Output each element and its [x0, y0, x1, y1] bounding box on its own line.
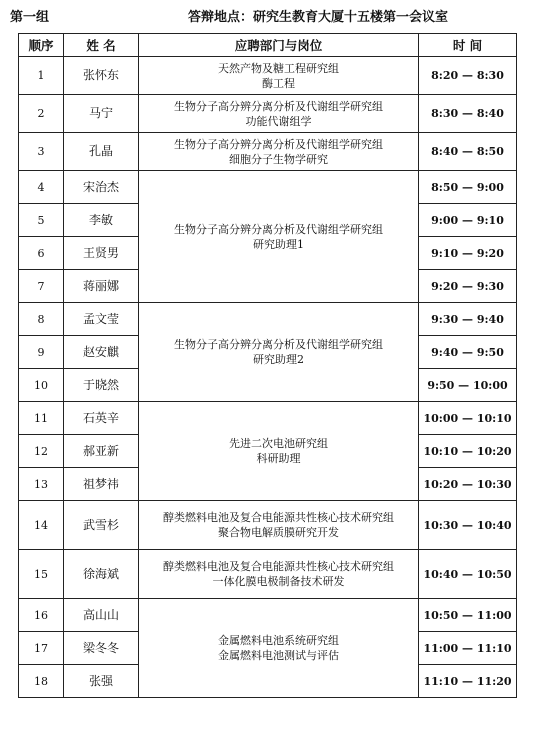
time-cell: 8:50 — 9:00 — [419, 171, 517, 204]
seq-cell: 2 — [19, 95, 64, 133]
time-cell: 8:20 — 8:30 — [419, 57, 517, 95]
name-cell: 祖梦祎 — [64, 468, 139, 501]
time-cell: 10:00 — 10:10 — [419, 402, 517, 435]
time-cell: 9:10 — 9:20 — [419, 237, 517, 270]
name-cell: 徐海斌 — [64, 550, 139, 599]
time-cell: 9:50 — 10:00 — [419, 369, 517, 402]
name-cell: 孟文莹 — [64, 303, 139, 336]
seq-cell: 9 — [19, 336, 64, 369]
time-cell: 11:00 — 11:10 — [419, 632, 517, 665]
seq-cell: 1 — [19, 57, 64, 95]
dept-position: 金属燃料电池测试与评估 — [218, 649, 339, 662]
seq-cell: 3 — [19, 133, 64, 171]
dept-position: 一体化膜电极制备技术研发 — [212, 575, 345, 588]
dept-group: 醇类燃料电池及复合电能源共性核心技术研究组 — [163, 560, 394, 573]
table-row — [19, 501, 517, 550]
col-header-name: 姓 名 — [64, 34, 139, 57]
seq-cell: 13 — [19, 468, 64, 501]
seq-cell: 6 — [19, 237, 64, 270]
dept-position: 研究助理2 — [253, 353, 304, 366]
seq-cell: 10 — [19, 369, 64, 402]
name-cell: 梁冬冬 — [64, 632, 139, 665]
time-cell: 9:00 — 9:10 — [419, 204, 517, 237]
seq-cell: 7 — [19, 270, 64, 303]
table-row — [19, 550, 517, 599]
dept-cell — [139, 599, 419, 698]
table-row — [19, 303, 517, 336]
table-row — [19, 599, 517, 632]
name-cell: 石英辛 — [64, 402, 139, 435]
name-cell: 孔晶 — [64, 133, 139, 171]
seq-cell: 17 — [19, 632, 64, 665]
dept-cell — [139, 133, 419, 171]
name-cell: 张怀东 — [64, 57, 139, 95]
time-cell: 8:30 — 8:40 — [419, 95, 517, 133]
dept-group: 生物分子高分辨分离分析及代谢组学研究组 — [174, 338, 383, 351]
time-cell: 10:10 — 10:20 — [419, 435, 517, 468]
dept-group: 生物分子高分辨分离分析及代谢组学研究组 — [174, 137, 383, 151]
dept-position: 聚合物电解质膜研究开发 — [218, 526, 339, 539]
col-header-dept: 应聘部门与岗位 — [139, 34, 419, 57]
time-cell: 8:40 — 8:50 — [419, 133, 517, 171]
col-header-seq: 顺序 — [19, 34, 64, 57]
name-cell: 张强 — [64, 665, 139, 698]
col-header-time: 时 间 — [419, 34, 517, 57]
time-cell: 9:20 — 9:30 — [419, 270, 517, 303]
seq-cell: 12 — [19, 435, 64, 468]
dept-cell — [139, 303, 419, 402]
dept-position: 细胞分子生物学研究 — [229, 152, 328, 166]
dept-cell — [139, 402, 419, 501]
time-cell: 9:30 — 9:40 — [419, 303, 517, 336]
time-cell: 10:20 — 10:30 — [419, 468, 517, 501]
name-cell: 于晓然 — [64, 369, 139, 402]
dept-group: 先进二次电池研究组 — [229, 437, 328, 450]
dept-position: 功能代谢组学 — [245, 114, 312, 128]
table-row — [19, 402, 517, 435]
dept-cell — [139, 501, 419, 550]
name-cell: 王贤男 — [64, 237, 139, 270]
dept-group: 生物分子高分辨分离分析及代谢组学研究组 — [174, 222, 383, 236]
dept-group: 醇类燃料电池及复合电能源共性核心技术研究组 — [163, 511, 394, 524]
time-cell: 11:10 — 11:20 — [419, 665, 517, 698]
time-cell: 9:40 — 9:50 — [419, 336, 517, 369]
name-cell: 李敏 — [64, 204, 139, 237]
seq-cell: 14 — [19, 501, 64, 550]
time-cell: 10:30 — 10:40 — [419, 501, 517, 550]
dept-group: 金属燃料电池系统研究组 — [218, 634, 339, 647]
table-row — [19, 95, 517, 133]
seq-cell: 8 — [19, 303, 64, 336]
header-row — [19, 34, 517, 57]
dept-group: 生物分子高分辨分离分析及代谢组学研究组 — [174, 99, 383, 113]
name-cell: 高山山 — [64, 599, 139, 632]
dept-position: 科研助理 — [256, 452, 301, 465]
seq-cell: 15 — [19, 550, 64, 599]
table-row — [19, 133, 517, 171]
name-cell: 宋治杰 — [64, 171, 139, 204]
dept-position: 酶工程 — [262, 76, 295, 90]
name-cell: 赵安麒 — [64, 336, 139, 369]
dept-group: 天然产物及糖工程研究组 — [218, 61, 339, 75]
location-title: 答辩地点：研究生教育大厦十五楼第一会议室 — [188, 10, 449, 25]
table-row — [19, 57, 517, 95]
seq-cell: 4 — [19, 171, 64, 204]
time-cell: 10:50 — 11:00 — [419, 599, 517, 632]
seq-cell: 11 — [19, 402, 64, 435]
table-row — [19, 171, 517, 204]
name-cell: 蒋丽娜 — [64, 270, 139, 303]
dept-position: 研究助理1 — [253, 237, 304, 251]
dept-cell — [139, 171, 419, 303]
group-title: 第一组 — [10, 10, 50, 25]
seq-cell: 16 — [19, 599, 64, 632]
time-cell: 10:40 — 10:50 — [419, 550, 517, 599]
dept-cell — [139, 550, 419, 599]
name-cell: 马宁 — [64, 95, 139, 133]
name-cell: 郝亚新 — [64, 435, 139, 468]
seq-cell: 18 — [19, 665, 64, 698]
dept-cell — [139, 57, 419, 95]
dept-cell — [139, 95, 419, 133]
schedule-table — [18, 33, 517, 698]
name-cell: 武雪杉 — [64, 501, 139, 550]
seq-cell: 5 — [19, 204, 64, 237]
